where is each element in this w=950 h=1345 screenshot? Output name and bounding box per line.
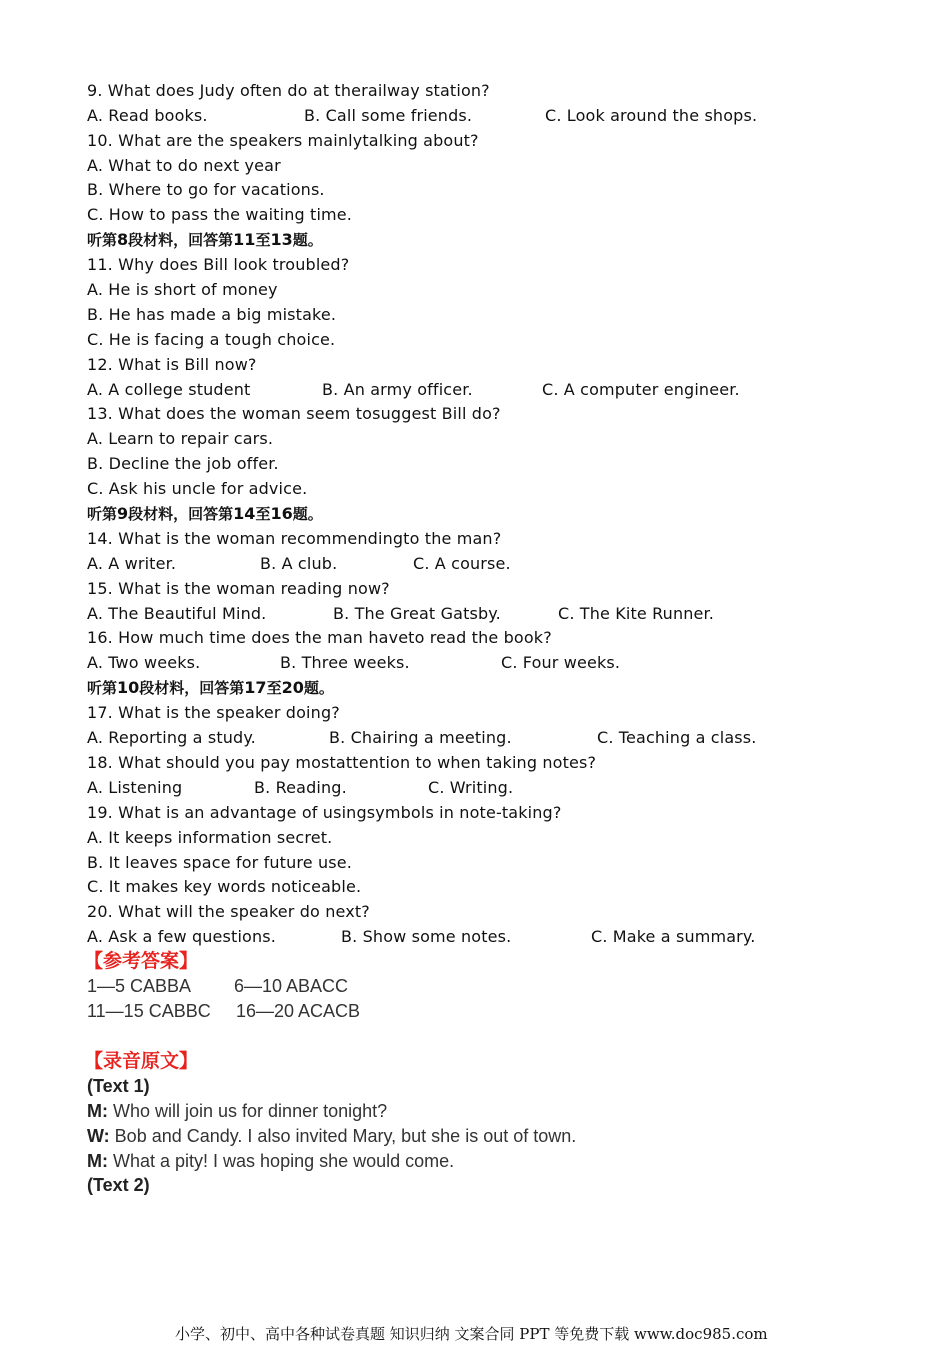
- option-a: A. Listening: [87, 778, 183, 797]
- option-a: A. Two weeks.: [87, 653, 201, 672]
- option-c: C. It makes key words noticeable.: [87, 877, 362, 896]
- option-a: A. It keeps information secret.: [87, 828, 333, 847]
- question-11: 11. Why does Bill look troubled?: [87, 255, 350, 274]
- question-10: 10. What are the speakers mainlytalking about?: [87, 131, 479, 150]
- transcript-heading: 【录音原文】: [84, 1050, 199, 1072]
- speaker-label: M:: [87, 1151, 108, 1171]
- option-b: B. A club.: [260, 554, 338, 573]
- option-b: B. Decline the job offer.: [87, 454, 279, 473]
- option-b: B. An army officer.: [322, 380, 473, 399]
- option-c: C. Teaching a class.: [597, 728, 757, 747]
- option-a: A. What to do next year: [87, 156, 281, 175]
- option-b: B. Where to go for vacations.: [87, 180, 325, 199]
- option-b: B. Show some notes.: [341, 927, 512, 946]
- option-c: C. Look around the shops.: [545, 106, 758, 125]
- question-9: 9. What does Judy often do at therailway station?: [87, 81, 490, 100]
- question-17: 17. What is the speaker doing?: [87, 703, 340, 722]
- option-b: B. Reading.: [254, 778, 347, 797]
- option-c: C. Writing.: [428, 778, 514, 797]
- transcript-line: [87, 1124, 576, 1149]
- option-a: A. A writer.: [87, 554, 177, 573]
- option-c: C. A course.: [413, 554, 511, 573]
- text-1-label: (Text 1): [87, 1076, 150, 1096]
- option-a: A. Learn to repair cars.: [87, 429, 274, 448]
- question-12: 12. What is Bill now?: [87, 355, 257, 374]
- question-18: 18. What should you pay mostattention to when taking notes?: [87, 753, 597, 772]
- speaker-label: W:: [87, 1126, 110, 1146]
- option-a: A. A college student: [87, 380, 251, 399]
- dialogue-text: Bob and Candy. I also invited Mary, but she is out of town.: [109, 1126, 577, 1146]
- answer-range: 11—15 CABBC: [87, 1001, 211, 1021]
- option-b: B. Call some friends.: [304, 106, 473, 125]
- text-2-label: (Text 2): [87, 1175, 150, 1195]
- option-c: C. Four weeks.: [501, 653, 621, 672]
- option-c: C. Make a summary.: [591, 927, 756, 946]
- answer-range: 16—20 ACACB: [236, 1001, 361, 1021]
- speaker-label: M:: [87, 1101, 108, 1121]
- option-c: C. A computer engineer.: [542, 380, 740, 399]
- answers-heading: 【参考答案】: [84, 950, 199, 972]
- dialogue-text: What a pity! I was hoping she would come.: [108, 1151, 455, 1171]
- question-14: 14. What is the woman recommendingto the man?: [87, 529, 502, 548]
- answer-range: 1—5 CABBA: [87, 976, 192, 996]
- page-footer: 小学、初中、高中各种试卷真题 知识归纳 文案合同 PPT 等免费下载 www.doc985.com: [175, 1325, 768, 1343]
- answer-range: 6—10 ABACC: [234, 976, 349, 996]
- section-heading-10: 听第10段材料，回答第17至20题。: [87, 678, 334, 697]
- question-19: 19. What is an advantage of usingsymbols in note-taking?: [87, 803, 562, 822]
- option-c: C. Ask his uncle for advice.: [87, 479, 308, 498]
- transcript-line: [87, 1149, 454, 1174]
- option-a: A. The Beautiful Mind.: [87, 604, 267, 623]
- option-a: A. Ask a few questions.: [87, 927, 277, 946]
- option-b: B. The Great Gatsby.: [333, 604, 501, 623]
- option-b: B. It leaves space for future use.: [87, 853, 353, 872]
- option-b: B. Chairing a meeting.: [329, 728, 512, 747]
- option-b: B. Three weeks.: [280, 653, 410, 672]
- section-heading-8: 听第8段材料，回答第11至13题。: [87, 230, 323, 249]
- option-c: C. How to pass the waiting time.: [87, 205, 353, 224]
- section-heading-9: 听第9段材料，回答第14至16题。: [87, 504, 323, 523]
- option-b: B. He has made a big mistake.: [87, 305, 337, 324]
- question-13: 13. What does the woman seem tosuggest Bill do?: [87, 404, 501, 423]
- option-c: C. He is facing a tough choice.: [87, 330, 336, 349]
- option-a: A. Reporting a study.: [87, 728, 256, 747]
- transcript-line: [87, 1099, 387, 1124]
- option-a: A. Read books.: [87, 106, 208, 125]
- dialogue-text: Who will join us for dinner tonight?: [108, 1101, 388, 1121]
- question-20: 20. What will the speaker do next?: [87, 902, 370, 921]
- option-a: A. He is short of money: [87, 280, 278, 299]
- question-16: 16. How much time does the man haveto read the book?: [87, 628, 552, 647]
- option-c: C. The Kite Runner.: [558, 604, 715, 623]
- question-15: 15. What is the woman reading now?: [87, 579, 390, 598]
